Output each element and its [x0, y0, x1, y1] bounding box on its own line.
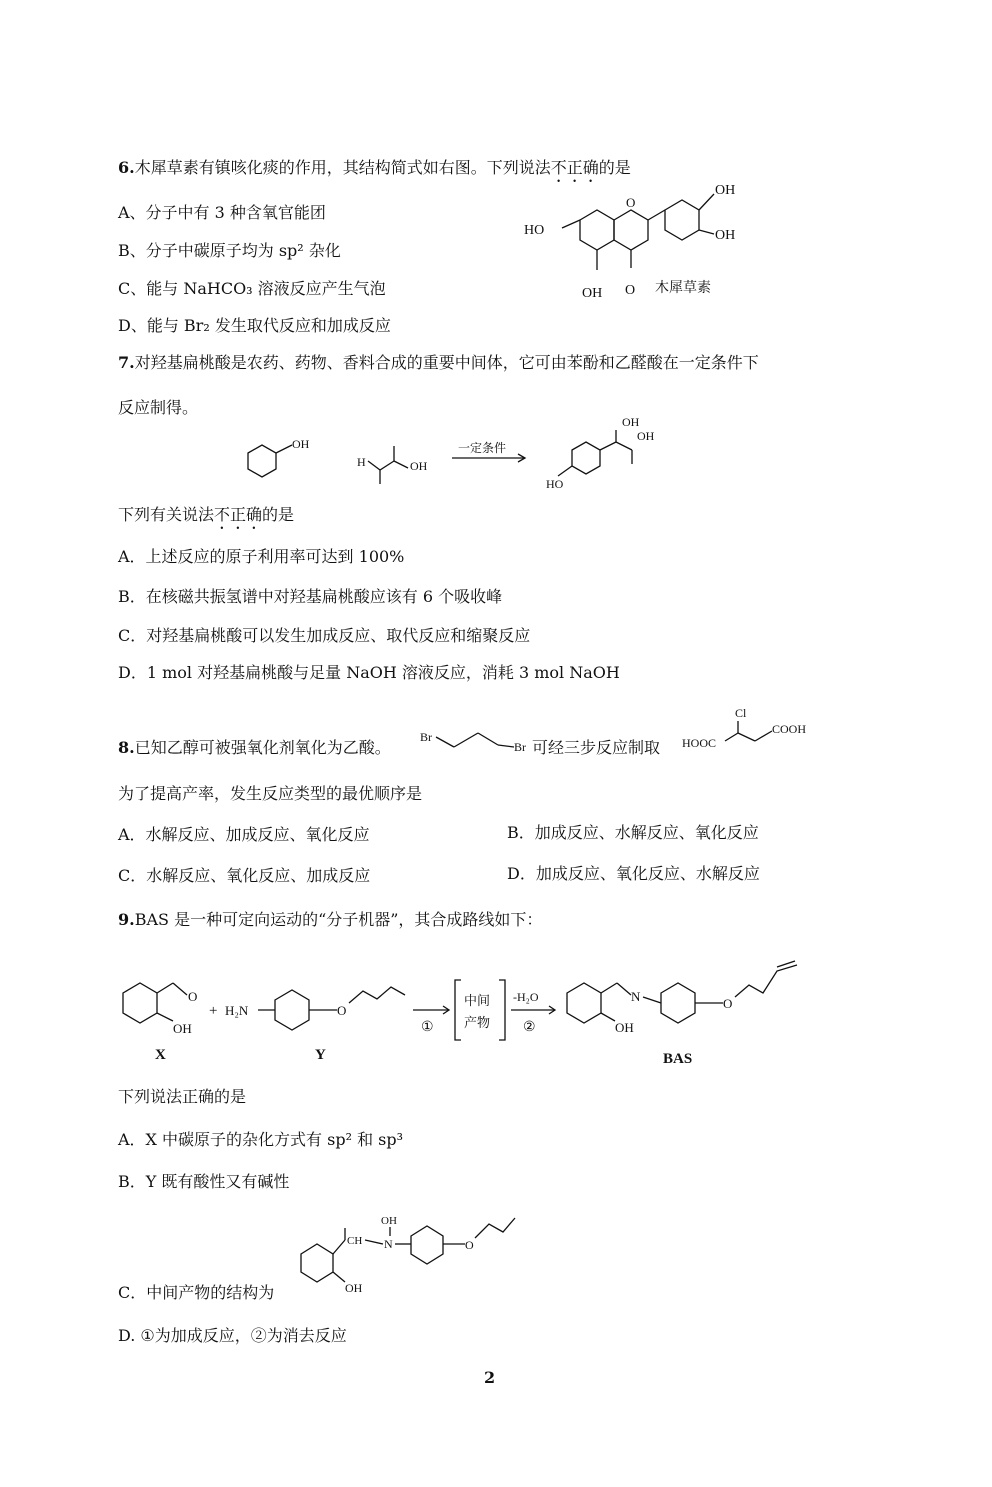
- q9-step2: ②: [523, 1020, 536, 1035]
- q7-stem-text: 对羟基扁桃酸是农药、药物、香料合成的重要中间体，它可由苯酚和乙醛酸在一定条件下: [134, 353, 759, 372]
- q9-x-aldehyde-o: O: [188, 989, 198, 1004]
- q9-bas-ether-o: O: [723, 996, 733, 1011]
- q8-number: 8.: [118, 738, 135, 757]
- q9-c-oh-bottom: OH: [345, 1281, 363, 1295]
- q6-struct-name: 木犀草素: [655, 281, 711, 296]
- q7-option-c: C．对羟基扁桃酸可以发生加成反应、取代反应和缩聚反应: [118, 626, 531, 645]
- q7-option-a: A．上述反应的原子利用率可达到 100%: [118, 547, 405, 566]
- q8-br-right: Br: [514, 740, 526, 754]
- q9-option-a: A．X 中碳原子的杂化方式有 sp² 和 sp³: [118, 1130, 404, 1149]
- q7-sub-text: 下列有关说法: [118, 505, 215, 524]
- q8-stem-start: [118, 738, 391, 758]
- q9-option-d: D. ①为加成反应，②为消去反应: [118, 1326, 347, 1345]
- q6-option-c: C、能与 NaHCO₃ 溶液反应产生气泡: [118, 279, 386, 298]
- q9-x-name: X: [155, 1047, 166, 1063]
- q8-option-a: A．水解反应、加成反应、氧化反应: [118, 825, 370, 844]
- q8-option-b: B．加成反应、水解反应、氧化反应: [507, 823, 759, 842]
- q8-chlorosuccinic-structure: [680, 703, 820, 753]
- q9-sub-question: 下列说法正确的是: [118, 1087, 247, 1106]
- q7-glyoxylic-oh: OH: [410, 459, 428, 473]
- q6-stem-text: 木犀草素有镇咳化痰的作用，其结构简式如右图。下列说法: [134, 158, 551, 177]
- q6-number: 6.: [118, 158, 135, 177]
- q8-option-c: C．水解反应、氧化反应、加成反应: [118, 866, 371, 885]
- q9-intermediate-line2: 产物: [464, 1015, 491, 1030]
- q7-sub-question: [118, 505, 294, 533]
- q9-intermediate-line1: 中间: [464, 993, 491, 1008]
- q7-number: 7.: [118, 353, 135, 372]
- q7-sub-emphasis: 不正确: [214, 505, 263, 524]
- q7-product-oh-acid: OH: [637, 429, 655, 443]
- q7-product-ho: HO: [546, 477, 564, 491]
- q8-br-left: Br: [420, 730, 432, 744]
- q7-product-oh-top: OH: [622, 415, 640, 429]
- q9-intermediate-structure: [295, 1210, 535, 1300]
- q6-label-oh-bottom: OH: [582, 286, 603, 301]
- q7-condition: 一定条件: [458, 441, 507, 455]
- q8-option-d: D．加成反应、氧化反应、水解反应: [507, 864, 760, 883]
- q9-plus: +: [209, 1003, 218, 1019]
- q6-label-oh-right: OH: [715, 228, 736, 243]
- q7-glyoxylic-h: H: [357, 455, 366, 469]
- q6-label-o-ring: O: [626, 195, 636, 210]
- q6-label-o-carbonyl: O: [625, 283, 636, 298]
- q9-bas-name: BAS: [663, 1051, 693, 1067]
- q9-c-n: N: [384, 1237, 393, 1251]
- q9-number: 9.: [118, 910, 135, 929]
- q6-label-ho-left: HO: [524, 223, 545, 238]
- q7-sub-tail: 的是: [262, 505, 295, 524]
- q9-y-ether-o: O: [337, 1003, 347, 1018]
- q6-stem-tail: 的是: [598, 158, 631, 177]
- q9-step1: ①: [421, 1020, 434, 1035]
- q9-minus-water: -H₂O: [513, 990, 539, 1004]
- q9-bas-oh: OH: [615, 1020, 634, 1035]
- q6-luteolin-structure: [520, 172, 780, 302]
- q9-x-oh: OH: [173, 1021, 192, 1036]
- q6-stem-emphasis: 不正确: [550, 158, 599, 177]
- q9-option-b: B．Y 既有酸性又有碱性: [118, 1172, 290, 1191]
- q9-y-name: Y: [315, 1047, 326, 1063]
- q9-bas-n: N: [631, 989, 641, 1004]
- q7-reaction-scheme: [240, 415, 700, 498]
- q9-c-ch: CH: [347, 1235, 363, 1247]
- q6-option-b: B、分子中碳原子均为 sp² 杂化: [118, 241, 341, 260]
- q9-stem-text: BAS 是一种可定向运动的“分子机器”，其合成路线如下：: [134, 910, 543, 929]
- q7-phenol-oh: OH: [292, 437, 310, 451]
- q8-stem-middle: 可经三步反应制取: [532, 738, 661, 757]
- q9-stem: [118, 910, 542, 930]
- q8-cooh: COOH: [772, 722, 807, 736]
- q9-c-oh-top: OH: [381, 1215, 397, 1227]
- q8-hooc: HOOC: [682, 736, 717, 750]
- q7-stem-line2: 反应制得。: [118, 398, 199, 417]
- q8-stem-text: 已知乙醇可被强氧化剂氧化为乙酸。: [134, 738, 391, 757]
- q9-c-o: O: [465, 1238, 474, 1252]
- q7-option-b: B．在核磁共振氢谱中对羟基扁桃酸应该有 6 个吸收峰: [118, 587, 503, 606]
- q9-synthesis-scheme: [115, 955, 815, 1065]
- q9-y-h2n: H₂N: [225, 1003, 249, 1018]
- q6-label-oh-top: OH: [715, 183, 736, 198]
- q7-stem: [118, 353, 759, 373]
- q8-cl: Cl: [735, 706, 747, 720]
- q7-option-d: D．1 mol 对羟基扁桃酸与足量 NaOH 溶液反应，消耗 3 mol NaOH: [118, 663, 620, 682]
- q8-line2: 为了提高产率，发生反应类型的最优顺序是: [118, 784, 423, 803]
- q8-dibromobutene-structure: [420, 727, 530, 757]
- q6-option-d: D、能与 Br₂ 发生取代反应和加成反应: [118, 316, 391, 335]
- q6-option-a: A、分子中有 3 种含氧官能团: [118, 203, 326, 222]
- page-number: 2: [484, 1368, 496, 1387]
- q9-option-c: C．中间产物的结构为: [118, 1283, 275, 1302]
